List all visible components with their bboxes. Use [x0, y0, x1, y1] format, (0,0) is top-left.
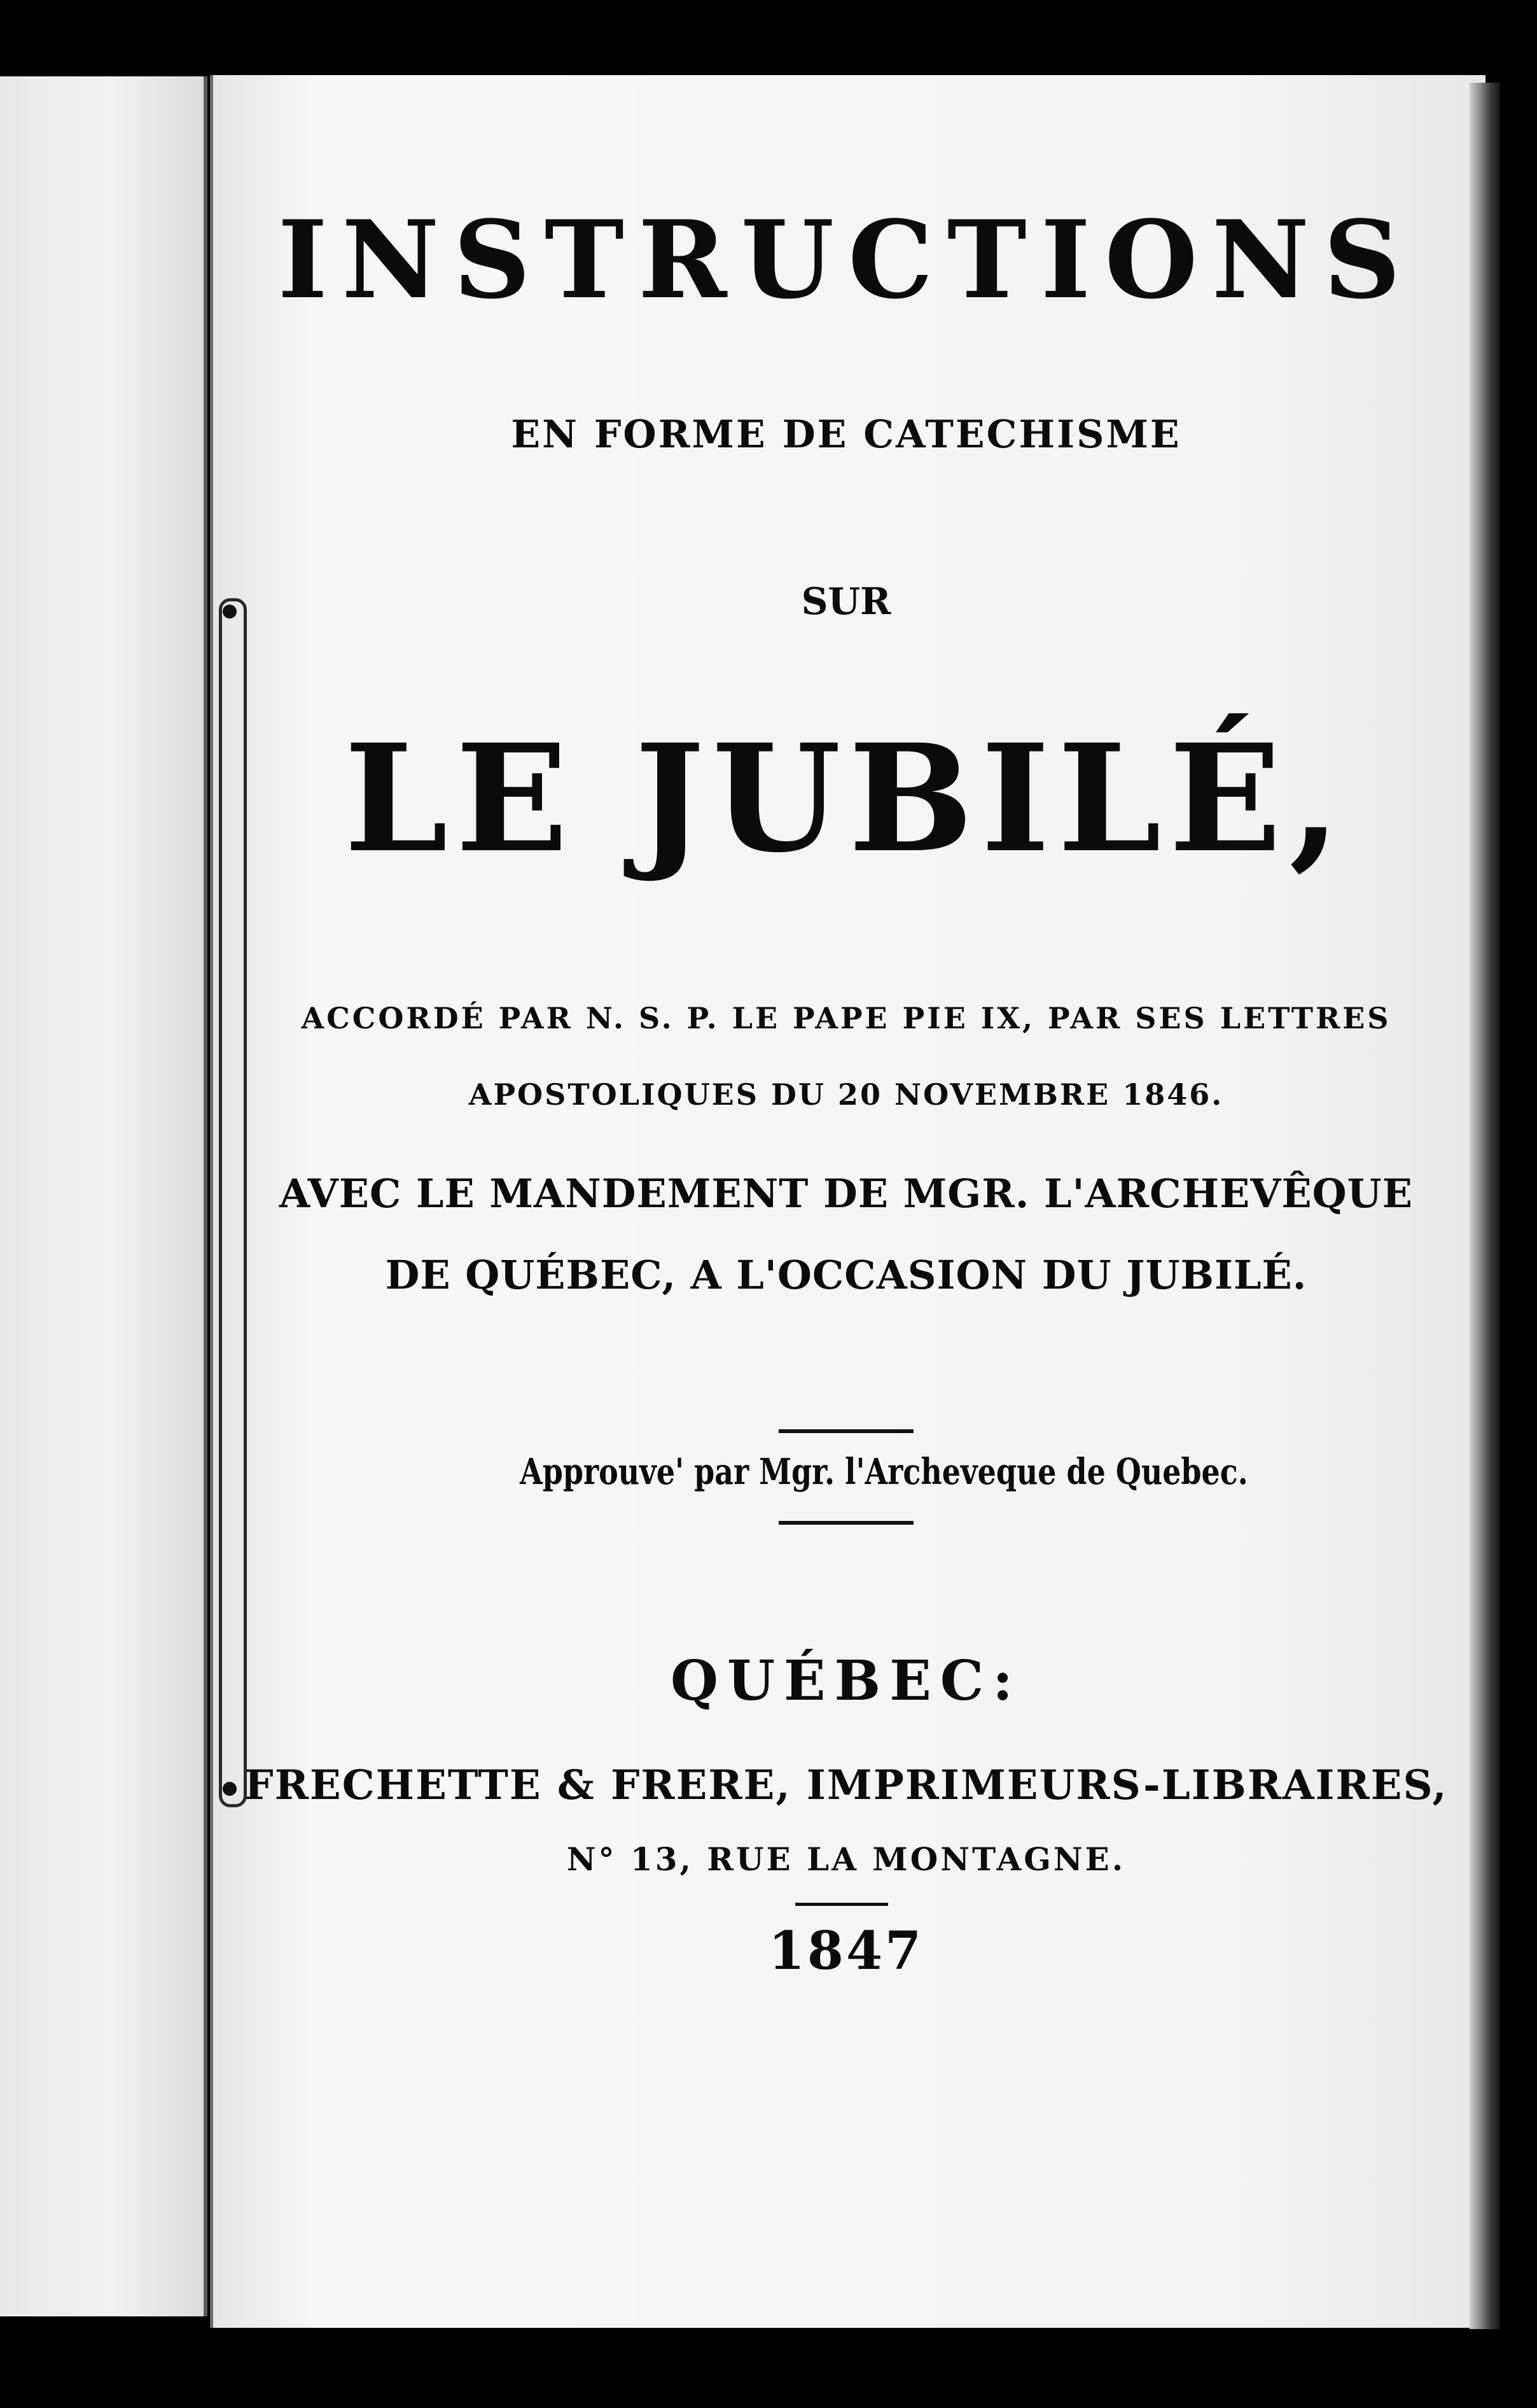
main-title: LE JUBILÉ,: [344, 711, 1349, 885]
book-subtitle: EN FORME DE CATECHISME: [511, 412, 1181, 457]
preposition-sur: SUR: [801, 580, 891, 623]
grant-line: ACCORDÉ PAR N. S. P. LE PAPE PIE IX, PAR SES LETTRES: [301, 1001, 1391, 1035]
divider-rule-year: [795, 1903, 888, 1906]
imprint-city: QUÉBEC:: [671, 1649, 1022, 1713]
mandement-line-1: AVEC LE MANDEMENT DE MGR. L'ARCHEVÊQUE: [279, 1170, 1413, 1217]
divider-rule-bottom: [779, 1521, 914, 1525]
apostolic-letters-line: APOSTOLIQUES DU 20 NOVEMBRE 1846.: [468, 1077, 1224, 1112]
flyleaf-edge: [0, 76, 207, 2316]
mandement-line-2: DE QUÉBEC, A L'OCCASION DU JUBILÉ.: [385, 1252, 1307, 1298]
imprint-printer: FRECHETTE & FRERE, IMPRIMEURS-LIBRAIRES,: [244, 1761, 1448, 1809]
imprint-address: N° 13, RUE LA MONTAGNE.: [566, 1840, 1126, 1878]
divider-rule-top: [779, 1429, 914, 1433]
approval-note: Approuve' par Mgr. l'Archeveque de Quebec.: [520, 1451, 1248, 1493]
book-title: INSTRUCTIONS: [277, 197, 1415, 323]
imprint-year: 1847: [768, 1921, 924, 1982]
